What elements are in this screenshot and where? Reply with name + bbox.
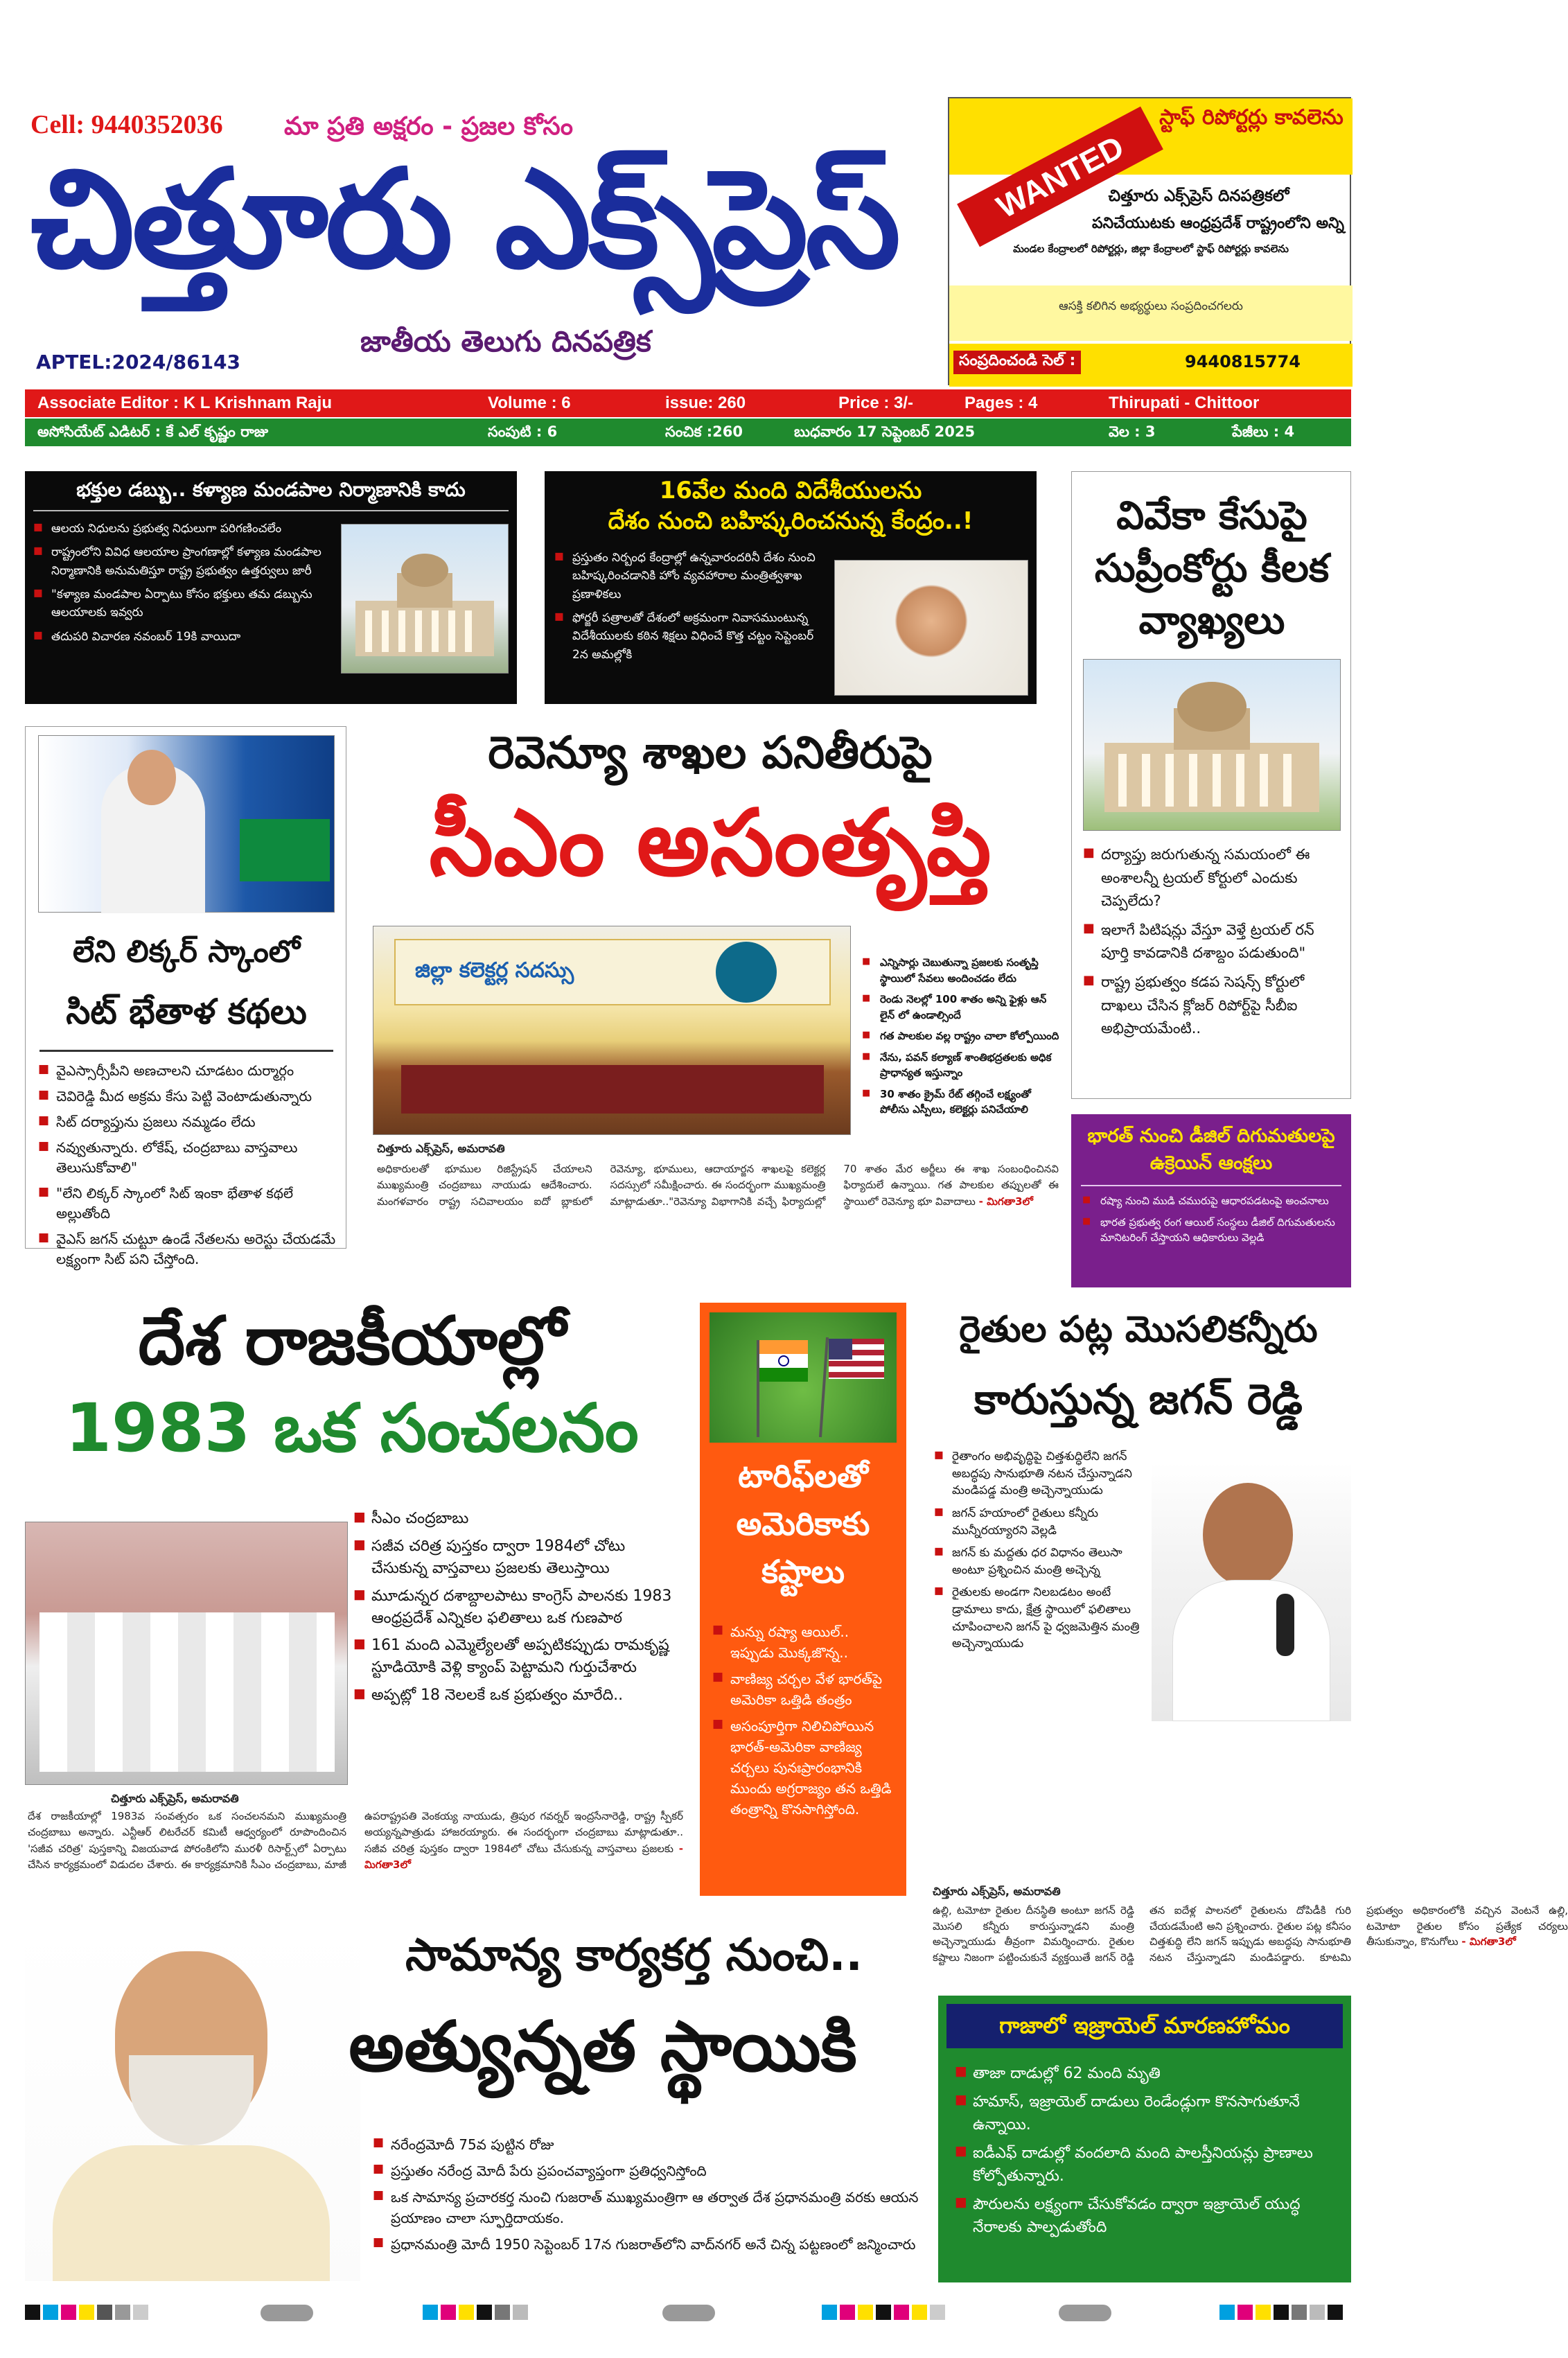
story-gaza	[938, 1996, 1351, 2282]
list-item: ■ అప్పట్లో 18 నెలలకే ఒక ప్రభుత్వం మారేది..	[353, 1684, 686, 1707]
story-farmers-headline-2: కారుస్తున్న జగన్ రెడ్డి	[974, 1375, 1303, 1424]
ad-line-1: చిత్తూరు ఎక్స్‌ప్రెస్ దినపత్రికలో	[1108, 187, 1289, 205]
story-temple-funds	[25, 471, 517, 704]
pages-en: Pages : 4	[964, 394, 1038, 412]
list-item: ■ వైఎస్సార్సీపీని అణచాలని చూడటం దుర్మార్గం	[38, 1061, 337, 1081]
lead-body	[377, 1161, 1059, 1238]
list-item: ■ రాష్ట్రంలోని వివిధ ఆలయాల ప్రాంగణాల్లో కళ్యాణ మండపాల నిర్మాణానికి అనుమతిస్తూ రాష్ట్ర ప్రభుత్వం ఉత్తర్వులు జారీ	[33, 543, 333, 580]
list-item: ■ రాష్ట్ర ప్రభుత్వం కడప సెషన్స్ కోర్టులో దాఖలు చేసిన క్లోజర్ రిపోర్ట్‌పై సీబీఐ అభిప్రాయమేంటి..	[1083, 971, 1342, 1041]
tagline: మా ప్రతి అక్షరం - ప్రజల కోసం	[284, 112, 573, 141]
list-item: ■ నేను, పవన్ కల్యాణ్ శాంతిభద్రతలకు అధిక ప్రాధాన్యత ఇస్తున్నాం	[862, 1050, 1063, 1081]
minister-head	[1203, 1483, 1293, 1587]
list-item: ■ మన్ను రష్యా ఆయిల్.. ఇప్పుడు మొక్కజొన్న..	[712, 1621, 897, 1663]
registration-oval-1	[261, 2305, 313, 2321]
story-farmers-bullets	[934, 1448, 1142, 1658]
ad-contact-label: సంప్రదించండి సెల్ :	[953, 351, 1081, 374]
list-item: ■ ఒక సామాన్య ప్రచారకర్త నుంచి గుజరాత్ ముఖ్యమంత్రిగా ఆ తర్వాత దేశ ప్రధానమంత్రి వరకు ఆయన ప్రయాణం చాలా స్ఫూర్తిదాయకం.	[373, 2187, 927, 2228]
story-gaza-headline: గాజాలో ఇజ్రాయెల్ మారణహోమం	[999, 2012, 1290, 2039]
story-temple-funds-bullets	[33, 520, 333, 651]
story-1983-headline-1: దేశ రాజకీయాల్లో	[138, 1302, 566, 1380]
list-item: ■ వాణిజ్య చర్చల వేళ భారత్‌పై అమెరికా ఒత్తిడి తంత్రం	[712, 1669, 897, 1710]
list-item: ■ మూడున్నర దశాబ్దాలపాటు కాంగ్రెస్ పాలనకు 1983 ఆంధ్రప్రదేశ్ ఎన్నికల ఫలితాలు ఒక గుణపాఠ	[353, 1585, 686, 1630]
atchannaidu-photo	[1152, 1462, 1351, 1721]
story-farmers-dateline: చిత్తూరు ఎక్స్‌ప్రెస్, అమరావతి	[933, 1885, 1061, 1898]
story-viveka-bullets	[1083, 843, 1342, 1046]
list-item: ■ సీఎం చంద్రబాబు	[353, 1508, 686, 1530]
lead-body-text: అధికారులతో భూముల రిజిస్ట్రేషన్ చేయాలని ముఖ్యమంత్రి చంద్రబాబు నాయుడు ఆదేశించారు. మంగళవారం రాష్ట్ర సచివాలయం ఐదో బ్లాకులో రెవెన్యూ, భూములు, ఆదాయార్జన శాఖలపై కలెక్టర్ల సదస్సులో సమీక్షించారు. ఈ సందర్భంగా ముఖ్యమంత్రి మాట్లాడుతూ.."రెవెన్యూ విభాగానికి వచ్చే ఫిర్యాదుల్లో 70 శాతం మేర అర్జీలు ఈ శాఖ సంబంధించినవి ఫిర్యాదులే ఉన్నాయి. గత పాలకుల తప్పులతో ఈ స్థాయిలో రెవెన్యూ భూ వివాదాలు	[377, 1163, 1059, 1208]
story-temple-funds-rule	[33, 510, 509, 511]
story-1983-bullets	[353, 1508, 686, 1712]
registration-marks-right	[1219, 2305, 1343, 2320]
list-item: ■ 161 మంది ఎమ్మెల్యేలతో అప్పటికప్పుడు రామకృష్ణ స్టూడియోకి వెళ్లి క్యాంప్ పెట్టామని గుర్తుచేశారు	[353, 1635, 686, 1679]
list-item: ■ జగన్ కు మద్దతు ధర విధానం తెలుసా అంటూ ప్రశ్నించిన మంత్రి అచ్చెన్న	[934, 1545, 1142, 1578]
story-ukraine-rule	[1081, 1185, 1341, 1186]
volume-te: సంపుటి : 6	[488, 423, 558, 440]
continued-label: - మిగతా3లో	[364, 1842, 683, 1871]
ad-heading: స్టాఫ్ రిపోర్టర్లు కావలెను	[1159, 105, 1344, 130]
lead-bullets	[862, 955, 1063, 1123]
story-viveka-headline: వివేకా కేసుపై సుప్రీంకోర్టు కీలక వ్యాఖ్యలు	[1094, 493, 1330, 644]
court-building-icon	[1084, 660, 1340, 830]
book-release-photo	[25, 1522, 348, 1785]
story-1983-dateline: చిత్తూరు ఎక్స్‌ప్రెస్, అమరావతి	[111, 1792, 239, 1805]
court-building-icon	[342, 525, 508, 673]
story-tariffs	[700, 1303, 906, 1896]
recruitment-ad	[948, 97, 1351, 385]
story-1983-body-text: దేశ రాజకీయాల్లో 1983వ సంవత్సరం ఒక సంచలనమని ముఖ్యమంత్రి చంద్రబాబు అన్నారు. ఎన్టీఆర్ లిటరేచర్ కమిటీ ఆధ్వర్యంలో రూపొందించిన 'సజీవ చరిత్ర' పుస్తకాన్ని విజయవాడ పోరంకిలోని మురళీ రిసార్ట్స్‌లో ఏర్పాటు చేసిన కార్యక్రమంలో విడుదల చేశారు. ఈ కార్యక్రమానికి సీఎం చంద్రబాబు, మాజీ ఉపరాష్ట్రపతి వెంకయ్య నాయుడు, త్రిపుర గవర్నర్ ఇంద్రసేనారెడ్డి, రాష్ట్ర స్పీకర్ అయ్యన్నపాత్రుడు హాజరయ్యారు. ఈ సందర్భంగా చంద్రబాబు మాట్లాడుతూ.. సజీవ చరిత్ర పుస్తకం ద్వారా 1984లో చోటు చేసుకున్న వాస్తవాలు ప్రజలకు	[28, 1810, 683, 1871]
price-en: Price : 3/-	[838, 394, 914, 412]
price-te: వెల : 3	[1109, 423, 1156, 440]
modi-shirt	[53, 2145, 330, 2281]
date-te: బుధవారం 17 సెప్టెంబర్ 2025	[794, 423, 976, 440]
story-farmers-body	[933, 1903, 1568, 1979]
aptel-number: APTEL:2024/86143	[36, 351, 241, 373]
list-item: ■ ఎన్నిసార్లు చెబుతున్నా ప్రజలకు సంతృప్తి స్థాయిలో సేవలు అందించడం లేదు	[862, 955, 1063, 986]
supreme-court-photo	[341, 524, 509, 674]
list-item: ■ ప్రస్తుతం నరేంద్ర మోదీ పేరు ప్రపంచవ్యాప్తంగా ప్రతిధ్వనిస్తోంది	[373, 2161, 927, 2181]
wanted-stamp: WANTED	[957, 107, 1163, 247]
story-liquor-bullets	[38, 1061, 337, 1275]
list-item: ■ ప్రస్తుతం నిర్బంధ కేంద్రాల్లో ఉన్నవారందరినీ దేశం నుంచి బహిష్కరించడానికి హోం వ్యవహారాల మంత్రిత్వశాఖ ప్రణాళికలు	[554, 549, 831, 604]
registration-marks-center-left	[423, 2305, 528, 2320]
list-item: ■ నవ్వుతున్నారు. లోకేష్, చంద్రబాబు వాస్తవాలు తెలుసుకోవాలి"	[38, 1138, 337, 1178]
list-item: ■ ప్రధానమంత్రి మోదీ 1950 సెప్టెంబర్ 17న గుజరాత్‌లోని వాద్‌నగర్ అనే చిన్న పట్టణంలో జన్మించారు	[373, 2234, 927, 2255]
issue-en: issue: 260	[665, 394, 746, 412]
list-item: ■ పౌరులను లక్ష్యంగా చేసుకోవడం ద్వారా ఇజ్రాయెల్ యుద్ధ నేరాలకు పాల్పడుతోంది	[955, 2193, 1336, 2239]
story-foreigners	[545, 471, 1037, 704]
cell-number: Cell: 9440352036	[30, 110, 223, 139]
story-1983-body	[28, 1809, 683, 1885]
modi-beard	[129, 2055, 254, 2145]
list-item: ■ తాజా దాడుల్లో 62 మంది మృతి	[955, 2062, 1336, 2085]
story-temple-funds-headline: భక్తుల డబ్బు.. కళ్యాణ మండపాల నిర్మాణానికి కాదు	[76, 478, 466, 501]
list-item: ■ దర్యాప్తు జరుగుతున్న సమయంలో ఈ అంశాలన్నీ ట్రయల్ కోర్టులో ఎందుకు చెప్పలేదు?	[1083, 843, 1342, 913]
registration-oval-2	[662, 2305, 715, 2321]
ad-contact-number: 9440815774	[1185, 352, 1301, 371]
associate-editor-te: అసోసియేట్ ఎడిటర్ : కే ఎల్ కృష్ణం రాజు	[37, 423, 269, 440]
conference-banner-text: జిల్లా కలెక్టర్ల సదస్సు	[415, 958, 574, 983]
speaker-head	[127, 750, 176, 805]
story-tariffs-bullets	[712, 1621, 897, 1825]
story-liquor-scam	[25, 726, 346, 1267]
list-item: ■ రష్యా నుంచి ముడి చమురుపై ఆధారపడటంపై అంచనాలు	[1082, 1193, 1341, 1209]
list-item: ■ హమాస్, ఇజ్రాయెల్ దాడులు రెండేండ్లుగా కొనసాగుతూనే ఉన్నాయి.	[955, 2091, 1336, 2136]
newspaper-subtitle: జాతీయ తెలుగు దినపత్రిక	[360, 324, 651, 358]
flags-icon	[710, 1312, 897, 1443]
list-item: ■ రైతులకు అండగా నిలబడటం అంటే డ్రామాలు కాదు, క్షేత్ర స్థాయిలో ఫలితాలు చూపించాలని జగన్ పై ధ్వజమెత్తిన మంత్రి అచ్చెన్నాయుడు	[934, 1584, 1142, 1653]
continued-label: - మిగతా3లో	[1461, 1935, 1516, 1948]
story-tariffs-headline: టారిఫ్‌లతో అమెరికాకు కష్టాలు	[736, 1457, 870, 1590]
story-foreigners-headline-1: 16వేల మంది విదేశీయులను	[659, 477, 922, 504]
list-item: ■ ఆలయ నిధులను ప్రభుత్వ నిధులుగా పరిగణించలేం	[33, 520, 333, 538]
ysr-party-banner	[240, 819, 330, 881]
info-bar-telugu	[25, 419, 1351, 446]
issue-te: సంచిక :260	[665, 423, 743, 440]
story-1983-headline-2: 1983 ఒక సంచలనం	[65, 1389, 639, 1467]
list-item: ■ రైతాంగం అభివృద్ధిపై చిత్తశుద్ధిలేని జగన్ అబద్ధపు సానుభూతి నటన చేస్తున్నాడని మండిపడ్డ మంత్రి అచ్చెన్నాయుడు	[934, 1448, 1142, 1499]
list-item: ■ వైఎస్ జగన్ చుట్టూ ఉండే నేతలను అరెస్టు చేయడమే లక్ష్యంగా సిట్ పని చేస్తోంది.	[38, 1229, 337, 1269]
list-item: ■ 30 శాతం క్రైమ్ రేట్ తగ్గించే లక్ష్యంతో పోలీసు ఎస్పీలు, కలెక్టర్లు పనిచేయాలి	[862, 1086, 1063, 1118]
newspaper-title: చిత్తూరు ఎక్స్‌ప్రెస్	[30, 141, 899, 299]
modi-photo	[25, 1924, 360, 2281]
microphone-icon	[1276, 1594, 1294, 1656]
registration-oval-3	[1059, 2305, 1111, 2321]
story-ukraine-bullets	[1082, 1193, 1341, 1251]
lead-dateline: చిత్తూరు ఎక్స్‌ప్రెస్, అమరావతి	[377, 1142, 505, 1155]
pages-te: పేజీలు : 4	[1232, 423, 1295, 440]
supreme-court-photo-2	[1083, 659, 1341, 831]
info-bar-english	[25, 389, 1351, 417]
list-item: ■ ఫోర్జరీ పత్రాలతో దేశంలో అక్రమంగా నివాసముంటున్న విదేశీయులకు కఠిన శిక్షలు విధించే కొత్త చట్టం సెప్టెంబర్ 2న అమల్లోకి	[554, 609, 831, 664]
leaders-group	[39, 1612, 335, 1772]
head-table	[401, 1065, 824, 1114]
list-item: ■ చెవిరెడ్డి మీద అక్రమ కేసు పెట్టి వెంటాడుతున్నారు	[38, 1086, 337, 1107]
continued-label: - మిగతా3లో	[978, 1195, 1033, 1208]
story-gaza-bullets	[955, 2062, 1336, 2244]
ad-line-3: మండల కేంద్రాలలో రిపోర్టర్లు, జిల్లా కేంద్రాలలో స్టాఫ్ రిపోర్టర్లు కావలెను	[1013, 243, 1289, 255]
story-foreigners-bullets	[554, 549, 831, 669]
registration-marks-left	[25, 2305, 148, 2320]
ad-line-2: పనిచేయుటకు ఆంధ్రప్రదేశ్ రాష్ట్రంలోని అన్ని	[1091, 215, 1344, 232]
collectors-conference-photo	[373, 926, 851, 1135]
list-item: ■ తదుపరి విచారణ నవంబర్ 19కి వాయిదా	[33, 628, 333, 646]
volume-en: Volume : 6	[488, 394, 571, 412]
story-modi-headline-1: సామాన్య కార్యకర్త నుంచి..	[405, 1930, 863, 1981]
story-viveka	[1071, 471, 1351, 1099]
ap-emblem	[716, 942, 777, 1003]
list-item: ■ జగన్ హయాంలో రైతులు కన్నీరు మున్నీరయ్యారని వెల్లడి	[934, 1505, 1142, 1539]
list-item: ■ గత పాలకుల వల్ల రాష్ట్రం చాలా కోల్పోయింది	[862, 1028, 1063, 1044]
story-liquor-rule	[39, 1050, 333, 1052]
ysrcp-leader-photo	[38, 735, 335, 913]
registration-marks-center-right	[822, 2305, 945, 2320]
story-liquor-headline-1: లేని లిక్కర్ స్కాంలో	[72, 934, 301, 969]
list-item: ■ సజీవ చరిత్ర పుస్తకం ద్వారా 1984లో చోటు చేసుకున్న వాస్తవాలు ప్రజలకు తెలుస్తాయి	[353, 1536, 686, 1580]
story-farmers-body-text: ఉల్లి, టమోటా రైతుల దీనస్థితి అంటూ జగన్ రెడ్డి మొసలి కన్నీరు కారుస్తున్నాడని మంత్రి అచ్చెన్నాయుడు తీవ్రంగా విమర్శించారు. రైతుల కష్టాలు నిజంగా పట్టించుకునే వ్యక్తయితే జగన్ రెడ్డి తన ఐదేళ్ల పాలనలో రైతులను దోపిడీకి గురి చేయడమేంటి అని ప్రశ్నించారు. రైతుల పట్ల కనీసం చిత్తశుద్ధి లేని జగన్ ఇప్పుడు అబద్ధపు సానుభూతి నటన చేస్తున్నాడని మండిపడ్డారు. కూటమి ప్రభుత్వం అధికారంలోకి వచ్చిన వెంటనే ఉల్లి, టమోటా రైతుల కోసం ప్రత్యేక చర్యలు తీసుకున్నాం, కొనుగోలు	[933, 1904, 1568, 1964]
list-item: ■ భారత ప్రభుత్వ రంగ ఆయిల్ సంస్థలు డీజిల్ దిగుమతులను మానిటరింగ్ చేస్తాయని ఆధికారులు వెల్లడి	[1082, 1215, 1341, 1246]
associate-editor-en: Associate Editor : K L Krishnam Raju	[37, 394, 332, 412]
story-farmers-headline-1: రైతుల పట్ల మొసలికన్నీరు	[959, 1309, 1318, 1350]
list-item: ■ ఇలాగే పిటిషన్లు వేస్తూ వెళ్తే ట్రయల్ రన్ పూర్తి కావడానికి దశాబ్దం పడుతుంది"	[1083, 919, 1342, 965]
place-en: Thirupati - Chittoor	[1109, 394, 1260, 412]
story-foreigners-headline-2: దేశం నుంచి బహిష్కరించనున్న కేంద్రం..!	[608, 507, 974, 535]
lead-kicker: రెవెన్యూ శాఖల పనితీరుపై	[488, 727, 933, 779]
list-item: ■ నరేంద్రమోదీ 75వ పుట్టిన రోజు	[373, 2134, 927, 2155]
list-item: ■ సిట్ దర్యాప్తును ప్రజలు నమ్మడం లేదు	[38, 1112, 337, 1132]
story-ukraine-headline: భారత్ నుంచి డీజిల్ దిగుమతులపై ఉక్రెయిన్ ఆంక్షలు	[1087, 1125, 1335, 1174]
list-item: ■ అసంపూర్తిగా నిలిచిపోయిన భారత్-అమెరికా వాణిజ్య చర్చలు పునఃప్రారంభానికి ముందు అగ్రరాజ్యం తన ఒత్తిడి తంత్రాన్ని కొనసాగిస్తోంది.	[712, 1716, 897, 1820]
minister-body	[1172, 1580, 1330, 1721]
lead-headline: సీఎం అసంతృప్తి	[429, 790, 992, 897]
india-us-flags-photo	[710, 1312, 897, 1443]
list-item: ■ "కళ్యాణ మండపాల ఏర్పాటు కోసం భక్తులు తమ డబ్బును ఆలయాలకు ఇవ్వరు	[33, 586, 333, 622]
story-ukraine-diesel	[1071, 1114, 1351, 1287]
list-item: ■ ఐడీఎఫ్ దాడుల్లో వందలాది మంది పాలస్తీనియన్లు ప్రాణాలు కోల్పోతున్నారు.	[955, 2142, 1336, 2188]
story-modi-bullets	[373, 2134, 927, 2260]
ad-fine-print: ఆసక్తి కలిగిన అభ్యర్థులు సంప్రదించగలరు	[1059, 299, 1243, 313]
story-modi-headline-2: అత్యున్నత స్థాయికి	[349, 2006, 857, 2087]
list-item: ■ "లేని లిక్కర్ స్కాంలో సిట్ ఇంకా భేతాళ కథలే అల్లుతోంది	[38, 1184, 337, 1224]
list-item: ■ రెండు నెలల్లో 100 శాతం అన్ని ఫైళ్లు ఆన్ లైన్ లో ఉండాల్సిందే	[862, 992, 1063, 1023]
story-liquor-headline-2: సిట్ భేతాళ కథలు	[66, 991, 307, 1032]
amit-shah-photo	[834, 560, 1028, 696]
